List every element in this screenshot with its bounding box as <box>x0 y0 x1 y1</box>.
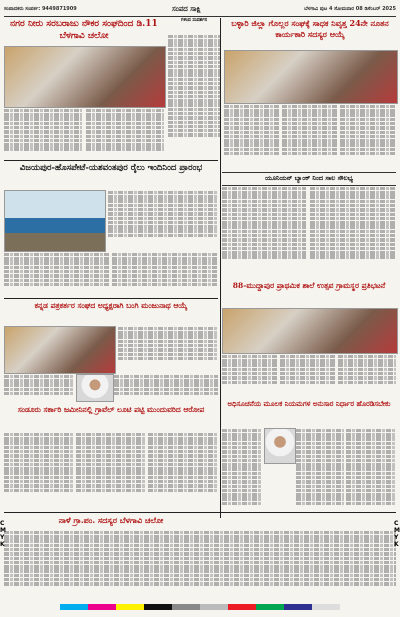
headline-notification-rules: ಅಧಿಸೂಚನೆಯ ಮೂಲಕ ನಿಯಮಗಳ ಅನುಸಾರ ನಿರ್ಧಾರ ಹೊರಡಿಸಬೇಕು <box>227 399 391 408</box>
article-body <box>4 530 396 602</box>
headline-golla-association: ಬಳ್ಳಾರಿ ಜಿಲ್ಲಾ ಗೊಲ್ಲರ ಸಂಘಕ್ಕೆ ಸಾಧಕ ನಿವೃತ್ತ 24ನೇ ನೂತನ ಕಾರ್ಯಕಾರಿ ಸದಸ್ಯರ ಆಯ್ಕೆ <box>231 18 389 39</box>
portrait-photo <box>76 374 114 402</box>
column-rule <box>220 18 221 518</box>
headline-school-protest: 88-ಮುದ್ದಾಪುರ ಪ್ರಾಥಮಿಕ ಶಾಲೆ ಉತ್ಸವ ಗ್ರಾಮಸ್ಥರ ಪ್ರತಿಭಟನೆ <box>232 281 386 290</box>
article-body <box>4 374 74 402</box>
article-body <box>4 108 82 160</box>
article-body <box>340 104 396 168</box>
masthead <box>4 4 396 17</box>
article-body <box>4 252 110 298</box>
article-body <box>86 108 164 160</box>
article-body <box>338 354 396 394</box>
golla-association-photo <box>224 50 398 104</box>
section-rule <box>4 298 218 299</box>
small-column-headline: ಗಳಿಂದ ಸಂದರ್ಶನ <box>181 18 207 23</box>
train-photo <box>4 190 106 252</box>
article-body <box>280 354 336 394</box>
article-body <box>310 186 396 276</box>
headline-sandur-gravel: ಸಂಡೂರು ಸರ್ಕಾರಿ ಜಮೀನಿನಲ್ಲಿ ಗ್ರಾವೆಲ್ ಲೂಟಿ ಪಟ್ಟಿ ಮುಂದುವರಿದ ಆರೋಪ <box>17 405 205 414</box>
school-protest-photo <box>222 308 398 354</box>
portrait-photo <box>264 428 296 464</box>
article-body <box>148 432 218 510</box>
small-column-body <box>168 34 220 160</box>
water-workers-photo <box>4 46 166 108</box>
cmyk-mark-left: C M Y K <box>0 520 6 548</box>
article-body <box>108 190 218 250</box>
headline-belagavi-chalo: ನಾಳೆ ಗ್ರಾ.ಪಂ. ಸದಸ್ಯರ ಬೆಳಗಾವಿ ಚಲೋ <box>58 515 164 525</box>
print-color-bar <box>60 604 340 610</box>
contact-label: ಸಂಪಾದಕರು ಸಂಪರ್ಕ: 9449871909 <box>4 6 77 12</box>
article-body <box>224 104 280 168</box>
article-body <box>222 186 306 276</box>
section-rule <box>4 160 218 161</box>
headline-rail-service: ವಿಜಯಪುರ-ಹೊಸಪೇಟೆ-ಯಶವಂತಪುರ ರೈಲು ಇಂದಿನಿಂದ ಪ್ರಾರಂಭ <box>19 163 203 173</box>
journalist-photo <box>4 326 116 374</box>
newspaper-logo: ಸಂಪದ ಸಾಕ್ಷಿ <box>172 4 201 13</box>
headline-water-workers: ನಗರ ನೀರು ಸರಬರಾಜು ನೌಕರ ಸಂಘದಿಂದ ಡಿ.11 ಬೆಳಗಾವಿ ಚಲೋ <box>10 19 158 41</box>
article-body <box>4 432 74 510</box>
headline-union-bank: ಯೂನಿಯನ್ ಬ್ಯಾಂಕ್ ನಿಂದ ಸಾಲ ಸೌಲಭ್ಯ <box>222 172 396 186</box>
article-body <box>112 252 218 298</box>
article-body <box>114 374 218 402</box>
section-rule <box>4 512 396 513</box>
article-body <box>76 432 146 510</box>
date-line: ಬೆಳಗಾವಿ ಪುಟ 4 ಸೋಮವಾರ 08 ಡಿಸೆಂಬರ್ 2025 <box>304 6 396 12</box>
headline-journalist-association: ಕನ್ನಡ ಪತ್ರಕರ್ತರ ಸಂಘದ ಅಧ್ಯಕ್ಷರಾಗಿ ಬಂಗಿ ಮಂಜುನಾಥ ಆಯ್ಕೆ <box>34 301 188 310</box>
article-body <box>222 354 278 394</box>
cmyk-mark-right: C M Y K <box>394 520 400 548</box>
article-body <box>118 326 218 372</box>
article-body <box>282 104 338 168</box>
